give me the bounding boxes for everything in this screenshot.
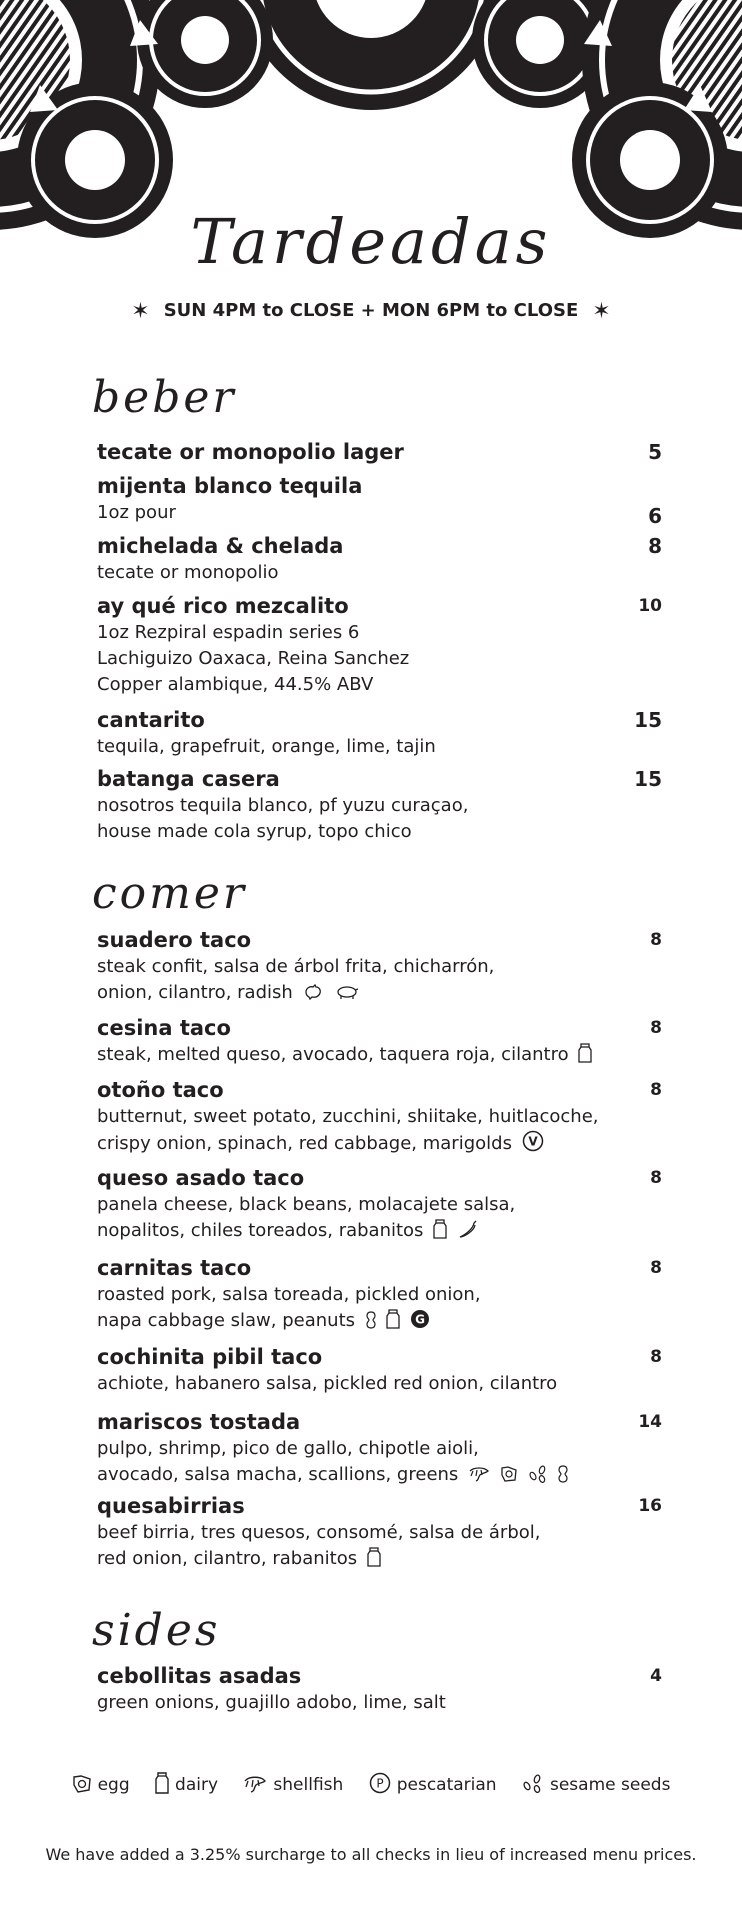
item-name: cebollitas asadas <box>97 1664 302 1688</box>
section-title-sides: sides <box>92 1605 221 1656</box>
item-desc: green onions, guajillo adobo, lime, salt <box>97 1692 446 1713</box>
item-name: tecate or monopolio lager <box>97 440 404 464</box>
vegan-mark: V <box>528 1134 538 1149</box>
menu-item <box>97 1492 662 1572</box>
item-desc-line: onion, cilantro, radish <box>97 982 293 1003</box>
item-desc: achiote, habanero salsa, pickled red onion, cilantro <box>97 1373 558 1394</box>
pescatarian-icon <box>369 1772 391 1794</box>
legend-pescatarian <box>369 1772 497 1795</box>
menu-item <box>97 926 662 1006</box>
vegan-icon <box>522 1130 544 1152</box>
pig-icon <box>334 983 360 1001</box>
item-desc-line: crispy onion, spinach, red cabbage, marigolds <box>97 1133 512 1154</box>
dairy-icon <box>386 1309 400 1329</box>
dairy-icon <box>367 1547 381 1567</box>
menu-item <box>97 1662 662 1716</box>
menu-item <box>97 438 662 466</box>
legend-dairy <box>155 1772 218 1795</box>
item-desc-line: beef birria, tres quesos, consomé, salsa de árbol, <box>97 1522 541 1543</box>
legend-label: pescatarian <box>396 1775 497 1795</box>
item-name: queso asado taco <box>97 1166 305 1190</box>
item-price: 16 <box>638 1496 662 1516</box>
item-price: 6 <box>648 504 662 528</box>
dairy-icon <box>433 1219 447 1239</box>
item-name: mijenta blanco tequila <box>97 474 363 498</box>
item-desc: tequila, grapefruit, orange, lime, tajin <box>97 736 436 757</box>
chile-pepper-icon <box>457 1219 479 1239</box>
item-desc-line: red onion, cilantro, rabanitos <box>97 1548 358 1569</box>
item-desc: tecate or monopolio <box>97 562 279 583</box>
item-price: 10 <box>638 596 662 616</box>
chicken-icon <box>303 983 325 1001</box>
menu-item <box>97 765 662 845</box>
item-name: otoño taco <box>97 1078 224 1102</box>
shellfish-icon <box>243 1774 267 1794</box>
star-icon: ✶ <box>131 299 150 324</box>
legend-sesame <box>522 1774 670 1795</box>
menu-item <box>97 1343 662 1397</box>
gluten-free-icon <box>410 1309 430 1329</box>
menu-item <box>97 592 662 698</box>
item-desc-line: panela cheese, black beans, molacajete salsa, <box>97 1194 516 1215</box>
legend-egg <box>72 1774 130 1795</box>
peanut-icon <box>557 1465 569 1483</box>
legend-shellfish <box>243 1774 343 1795</box>
item-desc-line: 1oz Rezpiral espadin series 6 <box>97 622 360 643</box>
item-desc-line: napa cabbage slaw, peanuts <box>97 1310 356 1331</box>
item-desc-line: nosotros tequila blanco, pf yuzu curaçao, <box>97 795 469 816</box>
item-name: mariscos tostada <box>97 1410 301 1434</box>
item-price: 8 <box>650 1018 662 1038</box>
item-name: cesina taco <box>97 1016 231 1040</box>
page-title: Tardeadas <box>190 205 552 278</box>
item-price: 15 <box>634 767 662 791</box>
item-name: batanga casera <box>97 767 280 791</box>
item-name: cochinita pibil taco <box>97 1345 323 1369</box>
item-price: 8 <box>650 1080 662 1100</box>
section-title-comer: comer <box>92 868 247 919</box>
menu-item <box>97 1076 662 1157</box>
menu-item <box>97 1014 662 1068</box>
menu-item <box>97 1164 662 1244</box>
item-name: ay qué rico mezcalito <box>97 594 349 618</box>
hours-line <box>0 299 742 324</box>
item-desc-line: avocado, salsa macha, scallions, greens <box>97 1464 459 1485</box>
item-price: 8 <box>650 930 662 950</box>
item-name: suadero taco <box>97 928 252 952</box>
item-desc-line: steak confit, salsa de árbol frita, chicharrón, <box>97 956 495 977</box>
peanut-icon <box>365 1311 377 1329</box>
legend-label: dairy <box>175 1775 219 1795</box>
dairy-icon <box>578 1043 592 1063</box>
item-desc-line: roasted pork, salsa toreada, pickled onion, <box>97 1284 481 1305</box>
item-desc: steak, melted queso, avocado, taquera roja, cilantro <box>97 1044 569 1065</box>
item-price: 14 <box>638 1412 662 1432</box>
legend-label: shellfish <box>273 1775 344 1795</box>
allergen-legend <box>0 1772 742 1795</box>
item-name: michelada & chelada <box>97 534 344 558</box>
item-desc-line: butternut, sweet potato, zucchini, shiitake, huitlacoche, <box>97 1106 599 1127</box>
item-desc-line: nopalitos, chiles toreados, rabanitos <box>97 1220 424 1241</box>
sesame-icon <box>528 1465 548 1483</box>
item-desc-line: house made cola syrup, topo chico <box>97 821 412 842</box>
item-price: 15 <box>634 708 662 732</box>
pescatarian-mark: P <box>376 1776 384 1791</box>
surcharge-note: We have added a 3.25% surcharge to all checks in lieu of increased menu prices. <box>45 1845 697 1864</box>
item-name: cantarito <box>97 708 205 732</box>
star-icon: ✶ <box>592 299 611 324</box>
egg-icon <box>500 1465 518 1483</box>
gluten-free-mark: G <box>415 1312 426 1327</box>
item-price: 4 <box>650 1666 662 1686</box>
legend-label: egg <box>97 1775 130 1795</box>
item-price: 8 <box>650 1258 662 1278</box>
menu-item <box>97 1254 662 1334</box>
item-desc-line: Lachiguizo Oaxaca, Reina Sanchez <box>97 648 410 669</box>
menu-item <box>97 532 662 586</box>
shellfish-icon <box>468 1465 490 1483</box>
item-desc-line: Copper alambique, 44.5% ABV <box>97 674 374 695</box>
item-price: 8 <box>650 1168 662 1188</box>
item-name: quesabirrias <box>97 1494 245 1518</box>
item-price: 5 <box>648 440 662 464</box>
item-desc: 1oz pour <box>97 502 176 523</box>
item-desc-line: pulpo, shrimp, pico de gallo, chipotle aioli, <box>97 1438 479 1459</box>
item-name: carnitas taco <box>97 1256 252 1280</box>
egg-icon <box>72 1774 92 1794</box>
menu-item <box>97 706 662 760</box>
section-title-beber: beber <box>92 372 237 423</box>
hours-text: SUN 4PM to CLOSE + MON 6PM to CLOSE <box>163 300 579 321</box>
item-price: 8 <box>648 534 662 558</box>
sesame-icon <box>522 1774 544 1794</box>
dairy-icon <box>155 1772 169 1794</box>
legend-label: sesame seeds <box>549 1775 671 1795</box>
item-price: 8 <box>650 1347 662 1367</box>
menu-item <box>97 472 662 526</box>
menu-item <box>97 1408 662 1488</box>
